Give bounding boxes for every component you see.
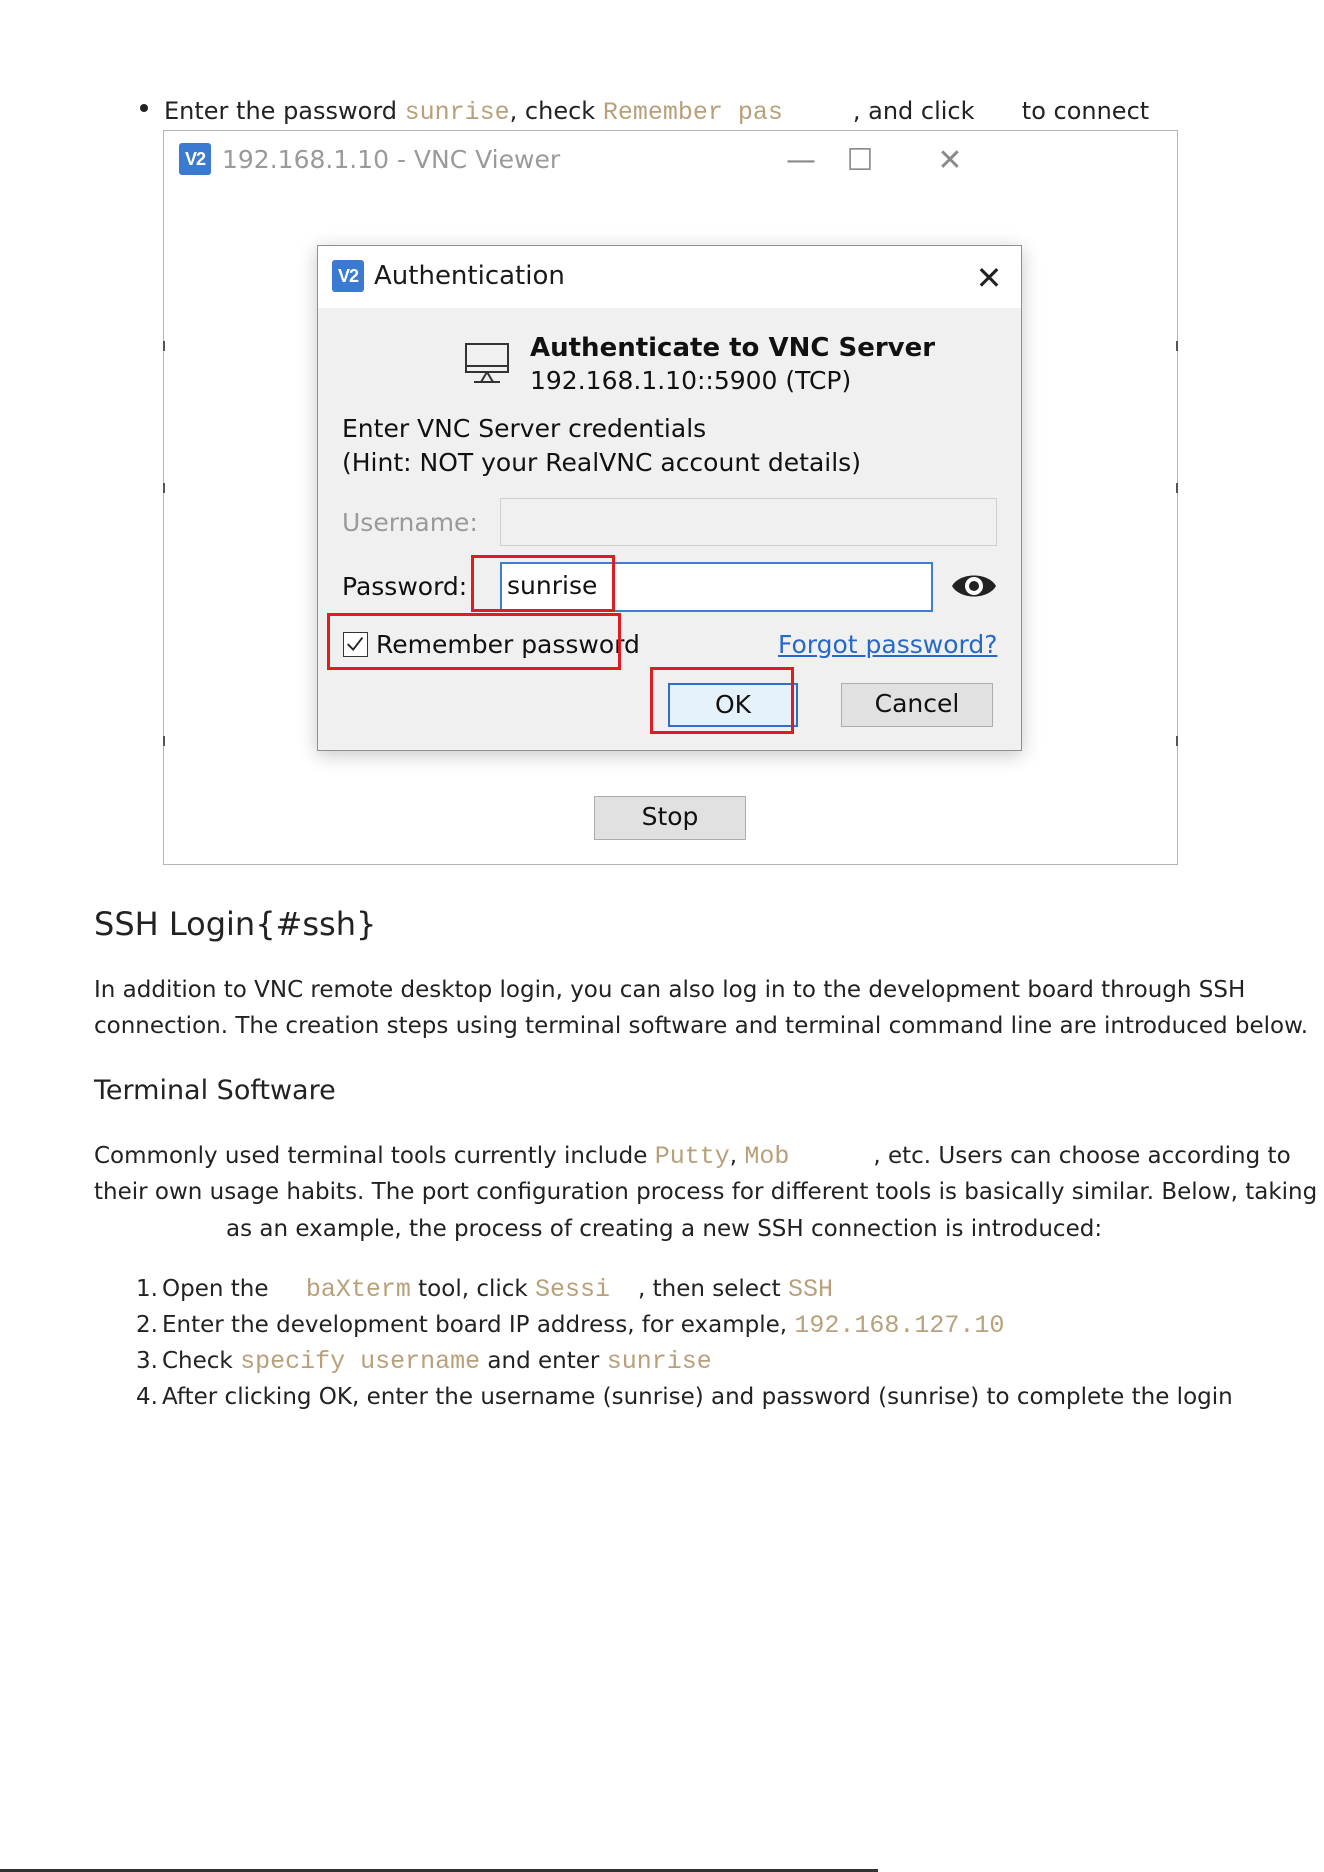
dialog-title: Authentication <box>374 261 565 291</box>
username-field[interactable] <box>500 498 997 546</box>
hint-line-1: Enter VNC Server credentials <box>342 414 707 443</box>
dialog-close-icon[interactable]: ✕ <box>975 259 1003 297</box>
hint-line-2: (Hint: NOT your RealVNC account details) <box>342 448 861 477</box>
tools-line-3: as an example, the process of creating a new SSH connection is introduced: <box>226 1216 1103 1242</box>
window-title: 192.168.1.10 - VNC Viewer <box>222 145 561 174</box>
inline-code-putty: Putty <box>654 1142 730 1171</box>
maximize-icon[interactable]: ☐ <box>846 143 874 178</box>
edge-tick <box>1176 483 1178 493</box>
inline-code-sunrise: sunrise <box>404 98 510 127</box>
vnc-viewer-screenshot <box>163 130 1178 865</box>
edge-tick <box>1176 736 1178 746</box>
dialog-vnc-logo-icon: V2 <box>332 260 364 292</box>
dialog-header <box>318 246 1021 308</box>
remember-password-label[interactable]: Remember password <box>376 630 640 659</box>
show-password-eye-icon[interactable] <box>950 568 998 604</box>
edge-tick <box>163 736 165 746</box>
intro-line-2: connection. The creation steps using terminal software and terminal command line are introduced below. <box>94 1013 1309 1039</box>
list-item: 2. Enter the development board IP address, for example, 192.168.127.10 <box>136 1311 1005 1340</box>
list-item: 3. Check specify username and enter sunrise <box>136 1347 712 1376</box>
forgot-password-link[interactable]: Forgot password? <box>778 630 998 659</box>
highlight-password <box>471 555 615 612</box>
inline-code-mob: Mob <box>744 1142 790 1171</box>
server-address: 192.168.1.10::5900 (TCP) <box>530 366 852 395</box>
stop-button[interactable]: Stop <box>594 796 746 840</box>
section-heading-ssh: SSH Login{#ssh} <box>94 905 377 943</box>
password-label: Password: <box>342 572 468 601</box>
inline-code-specify-username: specify username <box>240 1347 481 1376</box>
auth-heading: Authenticate to VNC Server <box>530 333 936 363</box>
highlight-remember <box>327 613 621 670</box>
inline-code-sunrise-2: sunrise <box>606 1347 712 1376</box>
edge-tick <box>163 483 165 493</box>
ok-button[interactable]: OK <box>668 683 798 727</box>
inline-code-ssh: SSH <box>787 1275 833 1304</box>
vnc-logo-icon: V2 <box>179 143 211 175</box>
cancel-button[interactable]: Cancel <box>841 683 993 727</box>
highlight-ok <box>650 667 794 734</box>
bullet-instruction: Enter the password sunrise, check Remember pas , and click to connect <box>164 97 1150 127</box>
password-field[interactable]: sunrise <box>500 562 933 612</box>
inline-code-mobaxterm: baXterm <box>305 1275 411 1304</box>
inline-code-ip: 192.168.127.10 <box>794 1311 1005 1340</box>
window-close-icon[interactable]: ✕ <box>937 143 963 178</box>
username-label: Username: <box>342 508 478 537</box>
edge-tick <box>1176 341 1178 351</box>
edge-tick <box>163 341 165 351</box>
minimize-icon[interactable]: — <box>786 143 816 178</box>
bullet-dot <box>140 104 148 112</box>
list-item: 1. Open the baXterm tool, click Sessi , then select SSH <box>136 1275 833 1304</box>
list-item: 4. After clicking OK, enter the username (sunrise) and password (sunrise) to complete the login <box>136 1384 1233 1410</box>
tools-line-1: Commonly used terminal tools currently include Putty, Mob , etc. Users can choose according to <box>94 1142 1291 1171</box>
monitor-icon <box>464 342 510 386</box>
intro-line-1: In addition to VNC remote desktop login, you can also log in to the development board through SSH <box>94 977 1246 1003</box>
inline-code-remember: Remember pas <box>602 98 783 127</box>
subheading-terminal-software: Terminal Software <box>94 1075 336 1106</box>
tools-line-2: their own usage habits. The port configuration process for different tools is basically similar. Below, taking <box>94 1179 1318 1205</box>
inline-code-session: Sessi <box>535 1275 611 1304</box>
